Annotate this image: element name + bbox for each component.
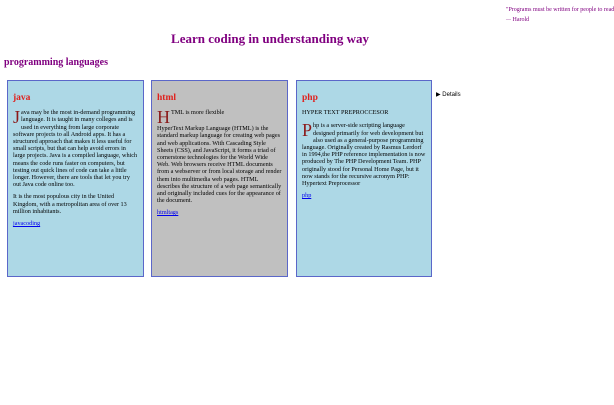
card-intro-text: ava may be the most in-demand programming language. It is taught in many colleges and is used in everything from large corporate software projects to all Android apps. It has a structured approach that makes it less useful for small scripts, but that can help avoid errors in large projects. Java is a compiled language, which means the code runs faster on computers, but testing out quick lines of code can take a little longer. However, there are tools that let you try out Java code online too.	[13, 109, 138, 189]
quote-text: "Programs must be written for people to read	[506, 7, 614, 13]
card-intro-text: TML is more flexible	[171, 109, 225, 117]
dropcap: P	[302, 120, 313, 141]
card-html	[151, 80, 288, 277]
details-label: Details	[442, 92, 461, 98]
disclosure-triangle-icon: ▶	[436, 92, 441, 98]
card-subtitle: HYPER TEXT PREPROCCESOR	[302, 109, 389, 117]
quote-dash: —	[506, 18, 511, 23]
card-body: It is the most populous city in the United Kingdom, with a metropolitan area of over 13 million inhabitants.	[13, 193, 127, 215]
card-java	[7, 80, 144, 277]
php-link[interactable]: php	[302, 192, 312, 200]
card-intro	[157, 107, 282, 128]
quote-author: Harold	[512, 17, 530, 23]
card-title: html	[157, 93, 176, 103]
page-title: Learn coding in understanding way	[171, 31, 369, 46]
card-intro-text: hp is a server-side scripting language designed primarily for web development but also used as a general-purpose programming language. Originally created by Rasmus Lerdorf in 1994,the PHP reference implementation is now produced by The PHP Development Team. PHP originally stood for Personal Home Page, but it now stands for the recursive acronym PHP: Hypertext Preprocessor	[302, 122, 426, 188]
card-intro	[302, 122, 426, 187]
card-php	[296, 80, 432, 277]
quote-block	[506, 5, 614, 26]
card-body: HyperText Markup Language (HTML) is the standard markup language for creating web pages and web applications. With Cascading Style Sheets (CSS), and JavaScript, it forms a triad of cornerstone technologies for the World Wide Web. Web browsers receive HTML documents from a webserver or from local storage and render them into multimedia web pages. HTML describes the structure of a web page semantically and originally included cues for the appearance of the document.	[157, 125, 282, 205]
card-title: java	[13, 93, 31, 103]
dropcap: J	[13, 107, 21, 128]
card-intro	[13, 109, 138, 188]
section-title: programming languages	[4, 57, 108, 68]
htmltags-link[interactable]: htmltags	[157, 209, 179, 217]
dropcap: H	[157, 107, 170, 128]
details-toggle[interactable]	[436, 91, 461, 98]
quote-attribution	[506, 15, 546, 26]
card-title: php	[302, 93, 318, 103]
javacoding-link[interactable]: javacoding	[13, 220, 41, 228]
